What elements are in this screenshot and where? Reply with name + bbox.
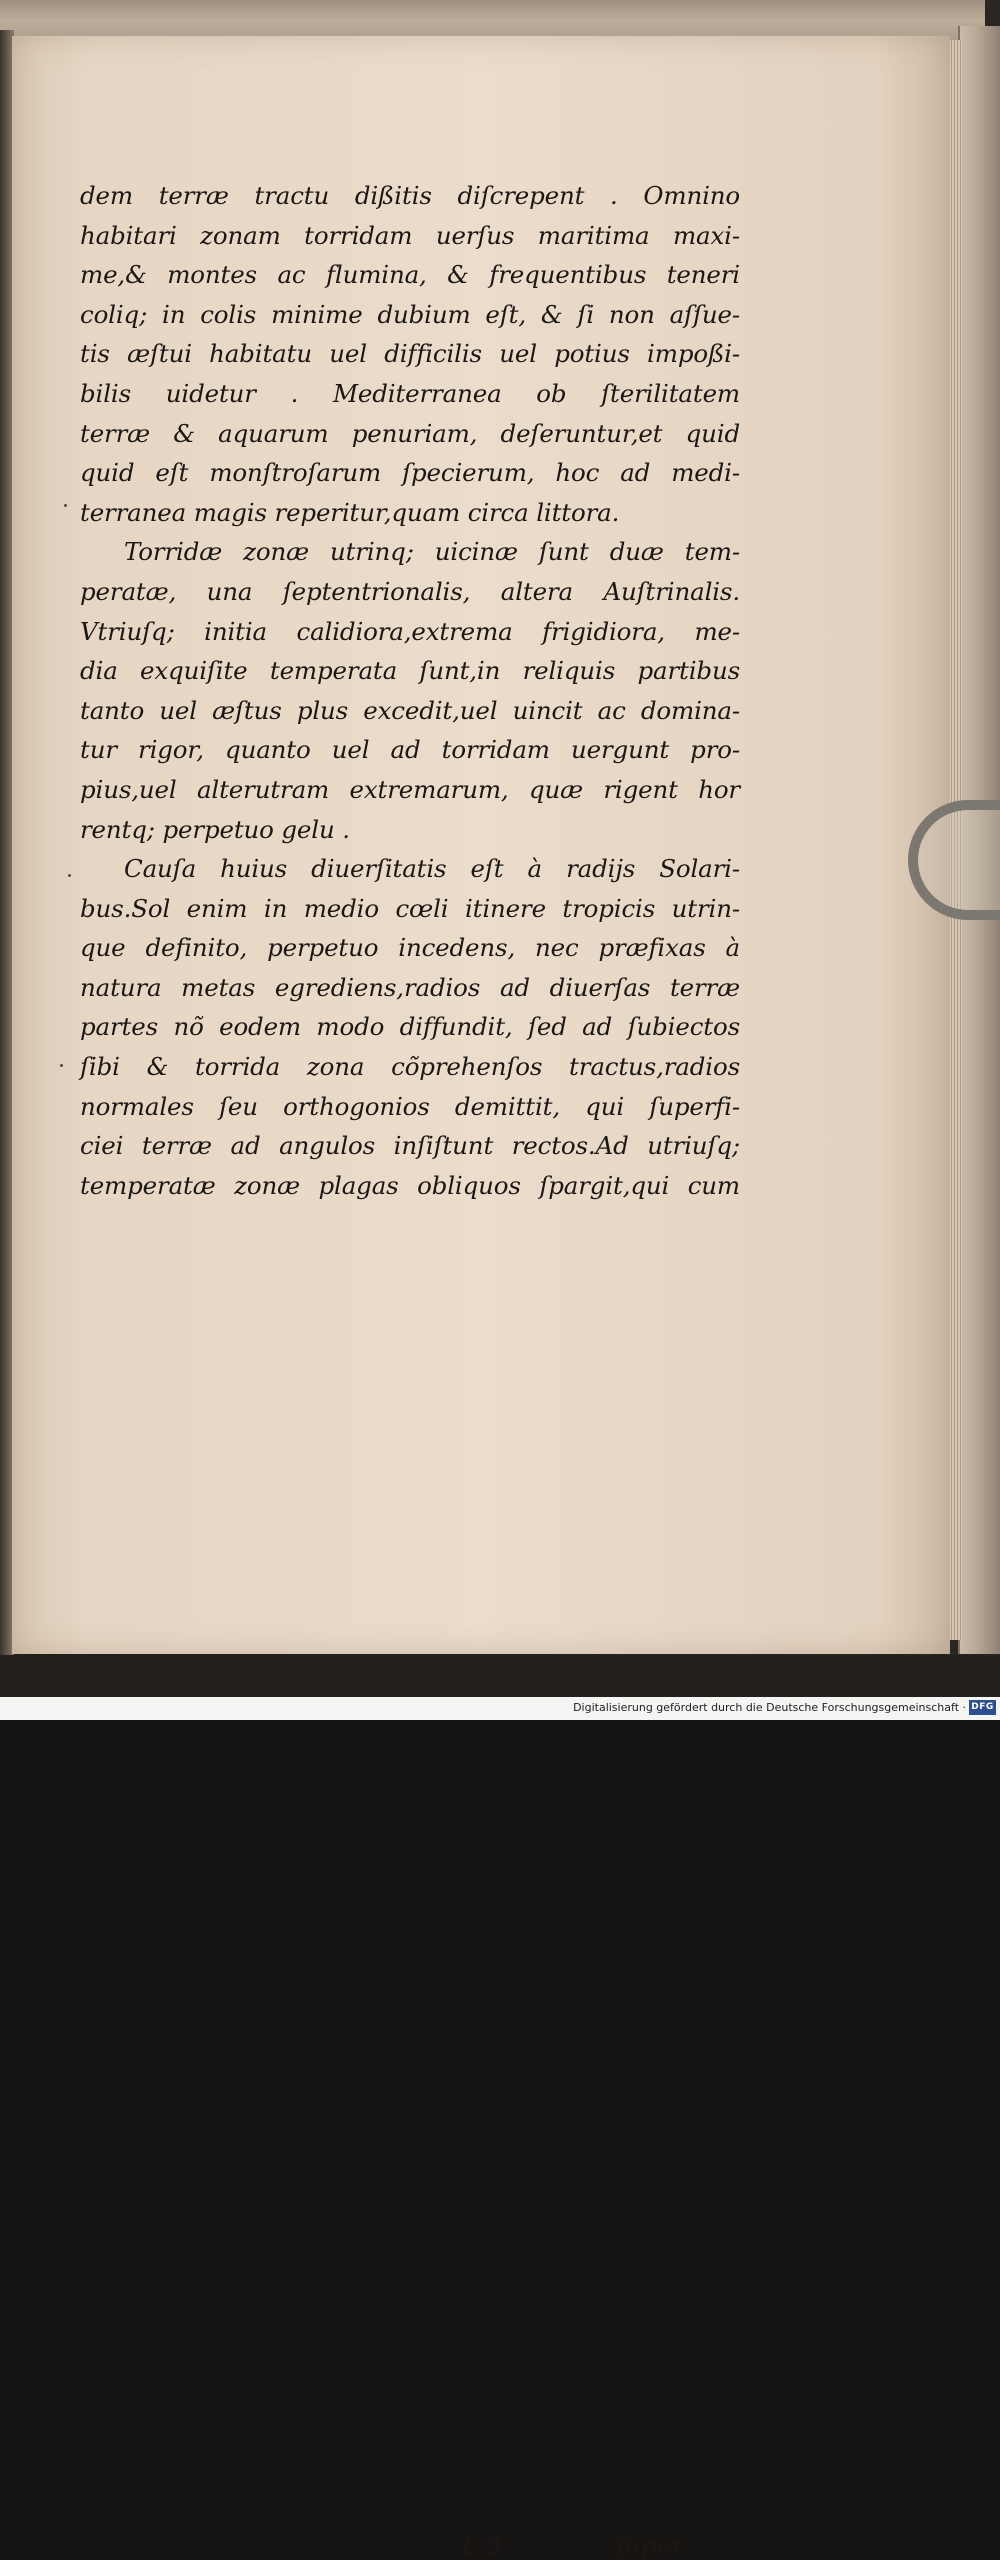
text-line: Vtriuſq; initia calidiora,extrema frigidiora, me- bbox=[80, 616, 740, 646]
ink-speck bbox=[68, 874, 71, 877]
ink-speck bbox=[64, 504, 67, 507]
text-line: partes nõ eodem modo diffundit, ſed ad ſubiectos bbox=[80, 1012, 740, 1042]
text-block bbox=[80, 176, 740, 1205]
catchword: ſuper- bbox=[616, 2531, 692, 2560]
text-line: coliq; in colis minime dubium eſt, & ſi non aſſue- bbox=[80, 299, 740, 329]
text-line: rentq; perpetuo gelu . bbox=[80, 814, 350, 844]
text-line: peratæ, una ſeptentrionalis, altera Auſtrinalis. bbox=[80, 576, 740, 606]
text-line: Torridæ zonæ utrinq; uicinæ ſunt duæ tem- bbox=[124, 537, 740, 567]
ink-speck bbox=[60, 1064, 63, 1067]
text-line: ſibi & torrida zona cõprehenſos tractus,radios bbox=[80, 1052, 740, 1082]
text-line: quid eſt monſtroſarum ſpecierum, hoc ad medi- bbox=[80, 458, 740, 488]
text-line: dia exquiſite temperata ſunt,in reliquis partibus bbox=[80, 656, 740, 686]
text-line: natura metas egrediens,radios ad diuerſas terræ bbox=[80, 972, 740, 1002]
text-line: temperatæ zonæ plagas obliquos ſpargit,qui cum bbox=[80, 1170, 740, 1200]
bottom-shadow-strip bbox=[0, 1655, 1000, 1697]
text-line: tur rigor, quanto uel ad torridam uergunt pro- bbox=[80, 735, 740, 765]
text-line: bus.Sol enim in medio cœli itinere tropicis utrin- bbox=[80, 893, 740, 923]
footer-credit: Digitalisierung gefördert durch die Deutsche Forschungsgemeinschaft · bbox=[573, 1701, 966, 1714]
dfg-logo: DFG bbox=[969, 1700, 996, 1715]
text-line: que definito, perpetuo incedens, nec præfixas à bbox=[80, 933, 740, 963]
text-line: me,& montes ac flumina, & frequentibus teneri bbox=[80, 260, 740, 290]
text-line: tis æſtui habitatu uel difficilis uel potius impoßi- bbox=[80, 339, 740, 369]
text-line: Cauſa huius diuerſitatis eſt à radijs Solari- bbox=[124, 854, 740, 884]
text-line: bilis uidetur . Mediterranea ob ſterilitatem bbox=[80, 378, 740, 408]
text-line: pius,uel alterutram extremarum, quæ rigent hor bbox=[80, 774, 740, 804]
signature-mark: L 3 bbox=[462, 2531, 502, 2560]
text-line: habitari zonam torridam uerſus maritima maxi- bbox=[80, 220, 740, 250]
text-line: normales ſeu orthogonios demittit, qui ſuperfi- bbox=[80, 1091, 740, 1121]
text-line: tanto uel æſtus plus excedit,uel uincit ac domina- bbox=[80, 695, 740, 725]
text-line: terræ & aquarum penuriam, deſeruntur,et quid bbox=[80, 418, 740, 448]
text-line: dem terræ tractu dißitis diſcrepent . Omnino bbox=[80, 181, 740, 210]
text-line: ciei terræ ad angulos inſiſtunt rectos.Ad utriuſq; bbox=[80, 1131, 740, 1161]
text-line: terranea magis reperitur,quam circa littora. bbox=[80, 497, 620, 527]
